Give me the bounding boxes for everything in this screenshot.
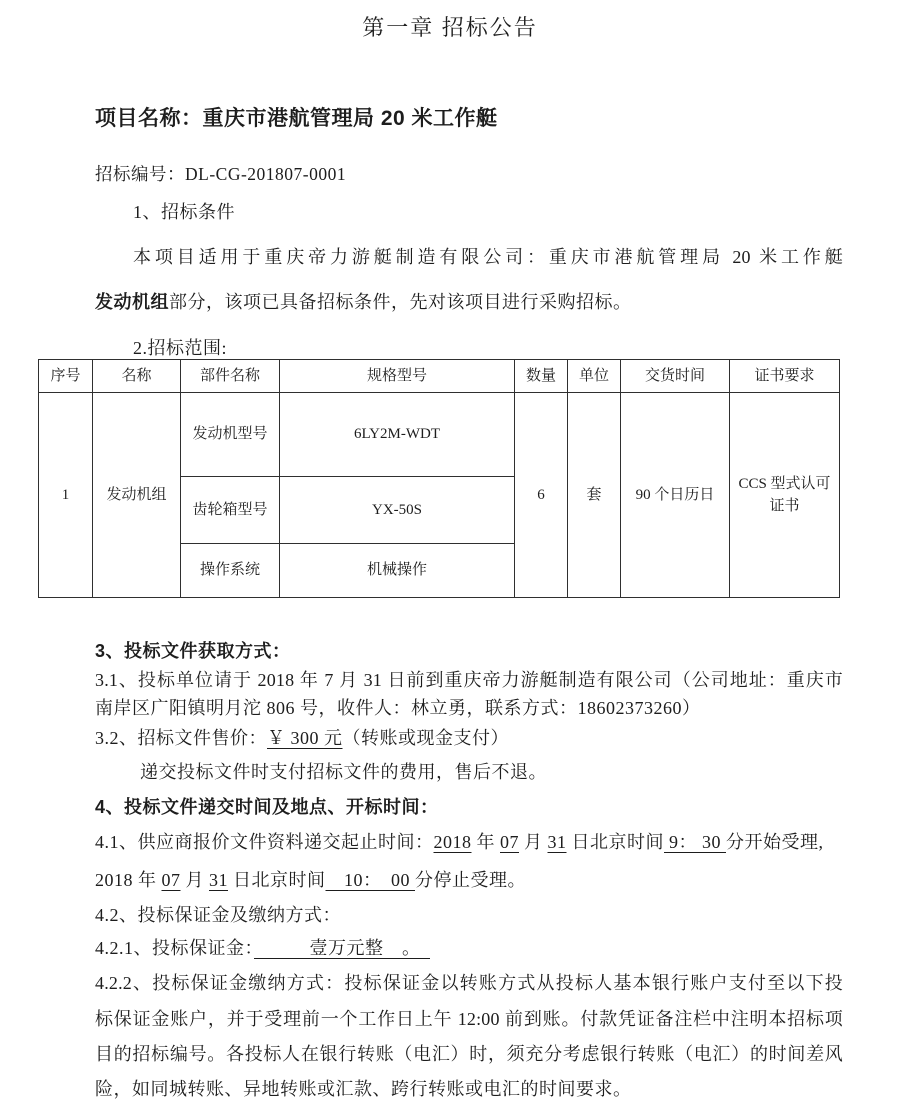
item-4-2-2-line1: 4.2.2、投标保证金缴纳方式：投标保证金以转账方式从投标人基本银行账户支付至以下投 xyxy=(95,973,843,993)
table-row xyxy=(39,393,840,477)
engine-unit-bold-text: 发动机组 xyxy=(95,292,169,312)
start-year-underline: 2018 xyxy=(433,832,472,852)
start-accept-text: 分开始受理, xyxy=(726,832,824,852)
end-year-text: 2018 年 xyxy=(95,870,162,890)
deposit-amount-underline: 壹万元整 。 xyxy=(254,938,430,958)
section3-note: 递交投标文件时支付招标文件的费用，售后不退。 xyxy=(140,762,547,782)
col-header-spec: 规格型号 xyxy=(280,360,515,393)
item-4-1-line1 xyxy=(95,831,824,854)
month-suffix: 月 xyxy=(519,832,548,852)
table-header-row xyxy=(39,360,840,393)
cell-part-name: 发动机型号 xyxy=(181,393,280,477)
cell-name: 发动机组 xyxy=(93,393,181,598)
cell-spec: 机械操作 xyxy=(280,544,515,598)
cell-spec: 6LY2M-WDT xyxy=(280,393,515,477)
item-4-2-2-line3: 目的招标编号。各投标人在银行转账（电汇）时，须充分考虑银行转账（电汇）的时间差风 xyxy=(95,1044,843,1064)
item-4-2-1 xyxy=(95,937,430,960)
section1-line2-rest: 部分，该项已具备招标条件，先对该项目进行采购招标。 xyxy=(169,292,632,312)
cell-part-name: 操作系统 xyxy=(181,544,280,598)
section4-heading: 4、投标文件递交时间及地点、开标时间： xyxy=(95,797,439,817)
item-3-2-label: 3.2、招标文件售价： xyxy=(95,728,267,748)
item-4-2-2-line4: 险，如同城转账、异地转账或汇款、跨行转账或电汇的时间要求。 xyxy=(95,1079,632,1099)
section1-paragraph-line2 xyxy=(95,291,632,314)
item-3-1-line1: 3.1、投标单位请于 2018 年 7 月 31 日前到重庆帝力游艇制造有限公司（公司地址：重庆市 xyxy=(95,670,843,690)
col-header-unit: 单位 xyxy=(568,360,621,393)
cell-certificate: CCS 型式认可证书 xyxy=(730,393,840,598)
start-month-underline: 07 xyxy=(500,832,519,852)
col-header-qty: 数量 xyxy=(515,360,568,393)
end-day-underline: 31 xyxy=(209,870,228,890)
section3-heading: 3、投标文件获取方式： xyxy=(95,641,291,661)
cell-part-name: 齿轮箱型号 xyxy=(181,477,280,544)
cell-delivery: 90 个日历日 xyxy=(621,393,730,598)
end-month-underline: 07 xyxy=(161,870,181,890)
project-name: 项目名称：重庆市港航管理局 20 米工作艇 xyxy=(95,107,498,130)
tender-number: 招标编号：DL-CG-201807-0001 xyxy=(95,164,347,184)
item-4-1-line2 xyxy=(95,869,526,892)
cell-unit: 套 xyxy=(568,393,621,598)
beijing-time-text: 日北京时间 xyxy=(566,832,664,852)
beijing-time-text: 日北京时间 xyxy=(228,870,326,890)
tender-scope-table xyxy=(38,359,840,598)
item-4-2-2-line2: 标保证金账户，并于受理前一个工作日上午 12:00 前到账。付款凭证备注栏中注明本招标项 xyxy=(95,1009,843,1029)
col-header-certificate: 证书要求 xyxy=(730,360,840,393)
stop-accept-text: 分停止受理。 xyxy=(415,870,526,890)
cell-spec: YX-50S xyxy=(280,477,515,544)
col-header-name: 名称 xyxy=(93,360,181,393)
item-3-2-suffix: （转账或现金支付） xyxy=(342,728,509,748)
item-3-2 xyxy=(95,727,509,750)
section1-heading: 1、招标条件 xyxy=(133,202,235,222)
year-suffix: 年 xyxy=(471,832,500,852)
document-price-underline: ￥ 300 元 xyxy=(267,728,343,748)
item-4-2-heading: 4.2、投标保证金及缴纳方式： xyxy=(95,905,341,925)
end-time-underline: 10： 00 xyxy=(325,870,415,890)
chapter-title: 第一章 招标公告 xyxy=(362,15,538,40)
section2-heading: 2.招标范围: xyxy=(133,338,228,358)
col-header-part-name: 部件名称 xyxy=(181,360,280,393)
col-header-seq: 序号 xyxy=(39,360,93,393)
item-4-1-label: 4.1、供应商报价文件资料递交起止时间： xyxy=(95,832,434,852)
start-day-underline: 31 xyxy=(547,832,567,852)
cell-seq: 1 xyxy=(39,393,93,598)
start-time-underline: 9： 30 xyxy=(664,832,726,852)
item-3-1-line2: 南岸区广阳镇明月沱 806 号，收件人：林立勇，联系方式：18602373260） xyxy=(95,698,701,718)
section1-paragraph-line1: 本项目适用于重庆帝力游艇制造有限公司：重庆市港航管理局 20 米工作艇 xyxy=(133,247,843,267)
month-suffix: 月 xyxy=(180,870,209,890)
cell-qty: 6 xyxy=(515,393,568,598)
col-header-delivery: 交货时间 xyxy=(621,360,730,393)
item-4-2-1-label: 4.2.1、投标保证金： xyxy=(95,938,254,958)
